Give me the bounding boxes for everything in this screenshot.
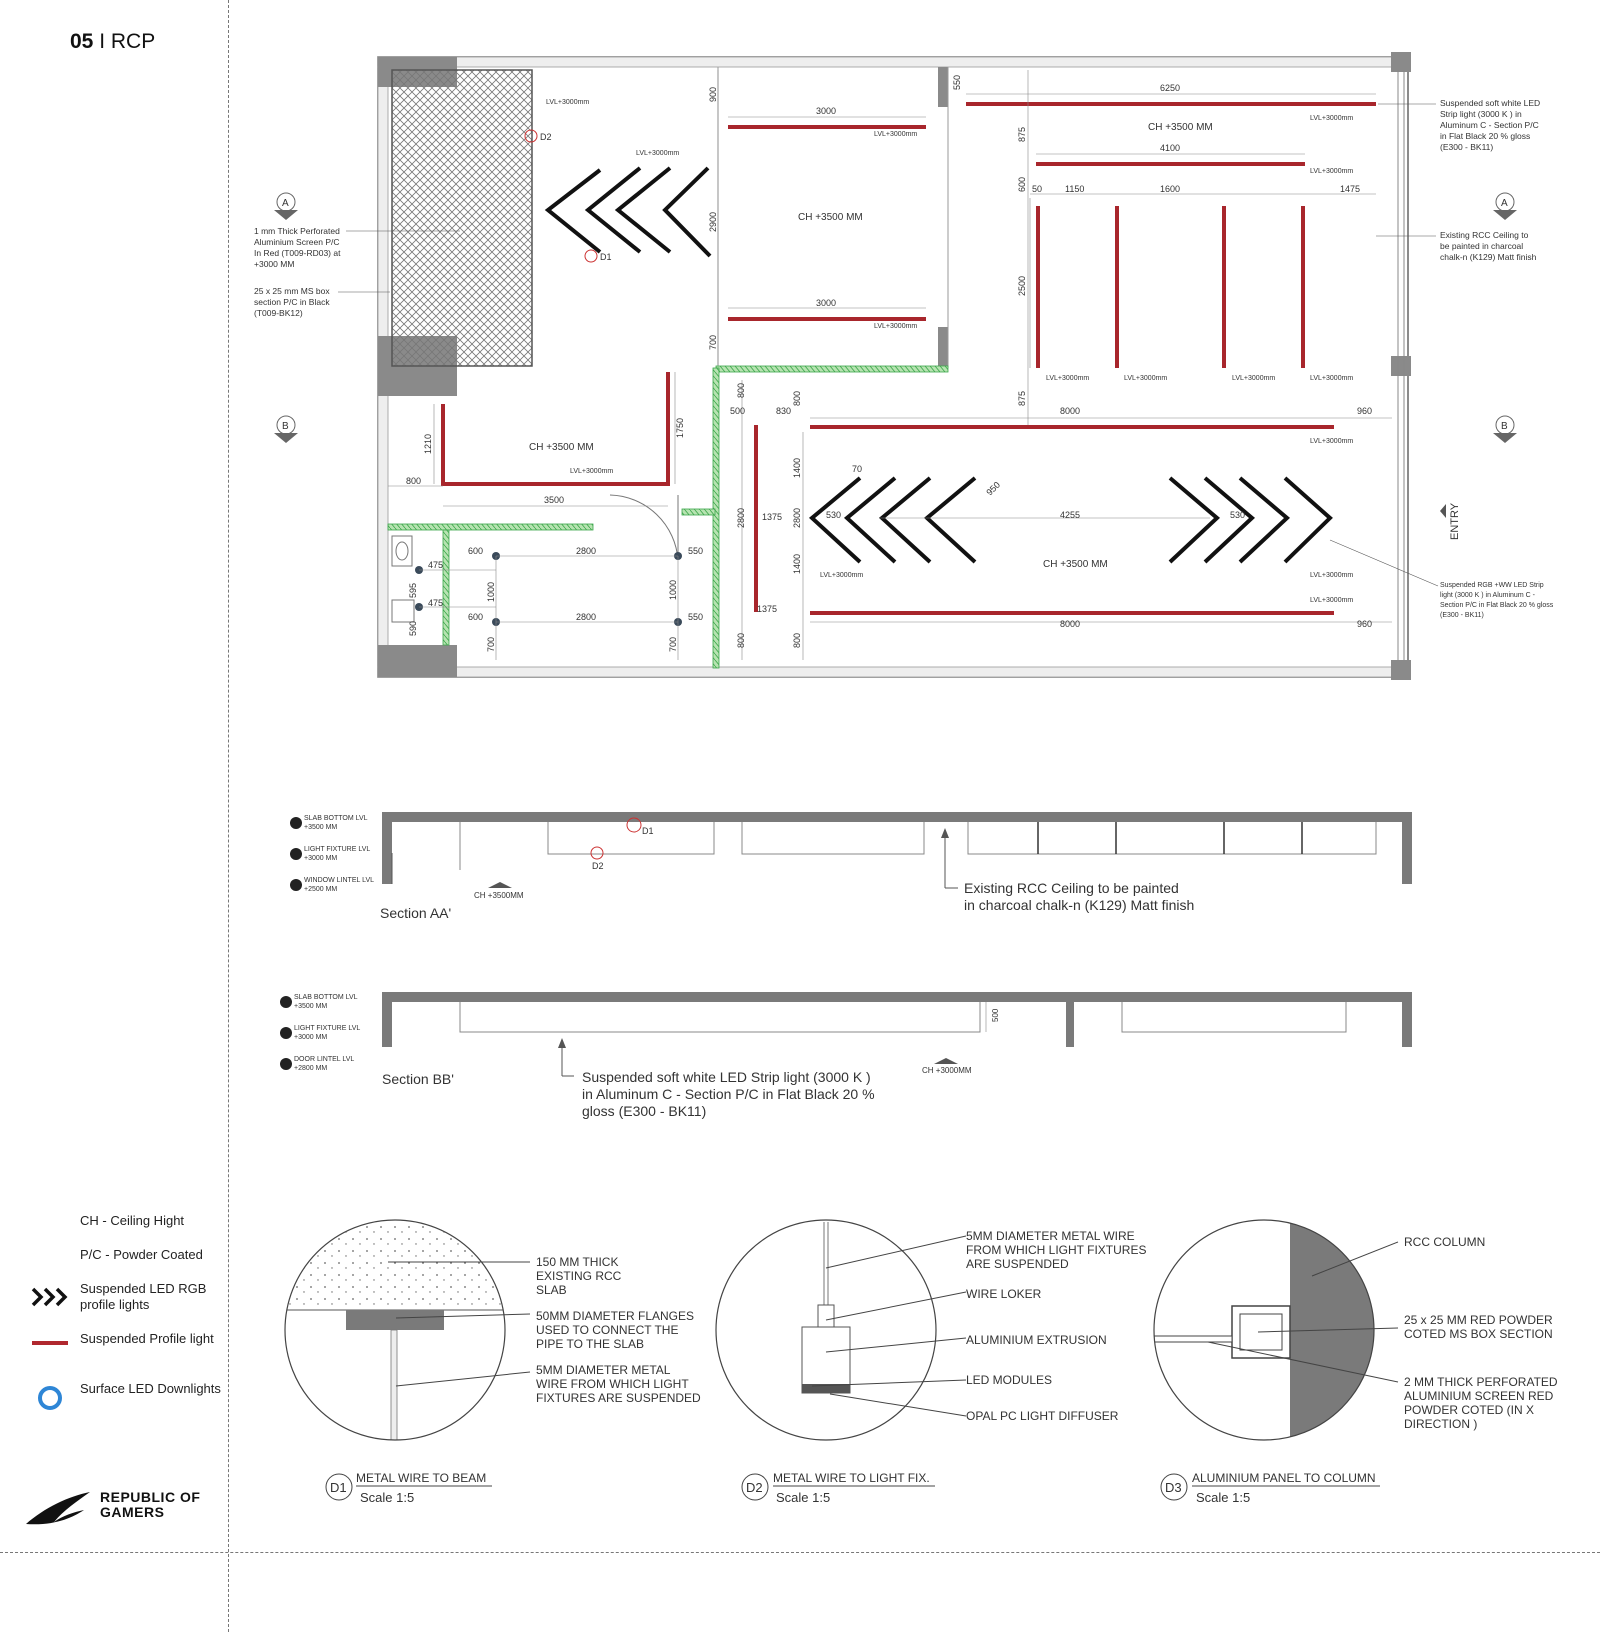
level-tag: LVL+3000mm xyxy=(1232,375,1276,382)
level-tag: LVL+3000mm xyxy=(874,323,918,330)
d2-callout-led: LED MODULES xyxy=(966,1373,1053,1387)
dim-text: 1375 xyxy=(757,604,778,614)
detail-d1 xyxy=(280,1215,701,1505)
rgb-chevron xyxy=(847,478,895,562)
rog-eye-icon xyxy=(24,1488,94,1528)
dim-text: 960 xyxy=(1357,406,1373,416)
detail-marker-label: D2 xyxy=(540,132,552,142)
d3-callout-screen: 2 MM THICK PERFORATED ALUMINIUM SCREEN RED POWDER COTED (IN X DIRECTION ) xyxy=(1404,1375,1558,1431)
level-markers-aa xyxy=(290,815,374,893)
level-tags xyxy=(546,99,1353,604)
brand-name xyxy=(100,1490,200,1520)
profile-light xyxy=(443,372,668,484)
dim-text: 2800 xyxy=(736,507,746,528)
d1-callout-slab: 150 MM THICK EXISTING RCC SLAB xyxy=(536,1255,622,1297)
svg-text:LIGHT FIXTURE LVL: LIGHT FIXTURE LVL xyxy=(304,846,371,853)
svg-text:+3000 MM: +3000 MM xyxy=(294,1034,328,1041)
dim-text: 2800 xyxy=(576,546,597,556)
dim-text: 2800 xyxy=(792,507,802,528)
dim-text: 950 xyxy=(984,479,1003,498)
dim-text: 1475 xyxy=(1340,184,1361,194)
detail-title: METAL WIRE TO LIGHT FIX. xyxy=(773,1471,930,1485)
dim-text: 6250 xyxy=(1160,83,1181,93)
dim-text: 600 xyxy=(1017,176,1027,192)
level-tag: LVL+3000mm xyxy=(1310,375,1354,382)
detail-scale: Scale 1:5 xyxy=(360,1490,415,1505)
dim-text: 875 xyxy=(1017,126,1027,142)
dim-text: 550 xyxy=(952,74,962,90)
dim-text: 700 xyxy=(668,636,678,652)
rgb-chevron xyxy=(588,168,640,252)
svg-text:+2800 MM: +2800 MM xyxy=(294,1065,328,1072)
column-bottom-right xyxy=(1391,660,1411,680)
detail-id: D3 xyxy=(1165,1480,1182,1495)
rgb-chevron xyxy=(1285,478,1330,562)
dim-text: 1000 xyxy=(486,581,496,602)
green-screen-top xyxy=(716,366,948,372)
legend-label: P/C - Powder Coated xyxy=(80,1247,203,1262)
dim-text: 800 xyxy=(406,476,422,486)
dim-text: 960 xyxy=(1357,619,1373,629)
detail-d3 xyxy=(1150,1215,1558,1505)
entry-label: ENTRY xyxy=(1449,502,1461,540)
section-wires xyxy=(1038,822,1302,854)
rgb-chevron xyxy=(1170,478,1217,562)
dim-text: 550 xyxy=(688,612,704,622)
dimension-values xyxy=(406,75,1372,652)
level-tag: LVL+3000mm xyxy=(546,99,590,106)
level-tag: LVL+3000mm xyxy=(1310,597,1354,604)
rgb-chevron xyxy=(812,478,860,562)
page-title-text: RCP xyxy=(110,30,156,53)
ch-label: CH +3500MM xyxy=(474,891,524,900)
detail-id: D1 xyxy=(330,1480,347,1495)
dim-text: 50 xyxy=(1032,184,1043,194)
dim-text: 875 xyxy=(1017,390,1027,406)
dim-text: 595 xyxy=(408,582,418,598)
level-tag: LVL+3000mm xyxy=(636,150,680,157)
detail-scale: Scale 1:5 xyxy=(1196,1490,1251,1505)
right-annotations xyxy=(1330,98,1555,619)
dim-text: 8000 xyxy=(1060,406,1081,416)
dim-text: 70 xyxy=(852,464,863,474)
legend-label: Surface LED Downlights xyxy=(80,1381,221,1396)
legend-label: CH - Ceiling Hight xyxy=(80,1213,185,1228)
annotation-rcc-ceiling: Existing RCC Ceiling to be painted in charcoal chalk-n (K129) Matt finish xyxy=(1440,230,1537,262)
slab xyxy=(382,812,1410,822)
section-aa-title: Section AA' xyxy=(380,905,452,921)
level-tag: LVL+3000mm xyxy=(1046,375,1090,382)
dim-text: 1750 xyxy=(675,417,685,438)
brand-logo xyxy=(24,1488,224,1528)
profile-line-icon xyxy=(30,1333,70,1357)
green-screen-washroom xyxy=(388,524,593,530)
brand-line-1: REPUBLIC OF xyxy=(100,1489,201,1505)
svg-text:+3500 MM: +3500 MM xyxy=(294,1003,328,1010)
section-bb xyxy=(280,992,1412,1119)
ceiling-label: CH +3500 MM xyxy=(1148,122,1213,133)
svg-text:+3500 MM: +3500 MM xyxy=(304,824,338,831)
rgb-chevron xyxy=(927,478,975,562)
dimension-lines xyxy=(388,70,1392,660)
level-tag: LVL+3000mm xyxy=(1310,115,1354,122)
annotation-soft-white: Suspended soft white LED Strip light (3000 K ) in Aluminum C - Section P/C in Flat Black 20 % gloss (E300 - BK11) xyxy=(1440,98,1541,152)
dim-text: 500 xyxy=(991,1008,1000,1022)
rgb-chevron xyxy=(882,478,930,562)
level-tag: LVL+3000mm xyxy=(1124,375,1168,382)
dim-text: 800 xyxy=(792,632,802,648)
svg-text:SLAB BOTTOM LVL: SLAB BOTTOM LVL xyxy=(304,815,368,822)
dim-text: 3000 xyxy=(816,298,837,308)
detail-marker-label: D1 xyxy=(600,252,612,262)
dim-text: 1400 xyxy=(792,457,802,478)
svg-text:DOOR LINTEL LVL: DOOR LINTEL LVL xyxy=(294,1056,355,1063)
d1-callout-flange: 50MM DIAMETER FLANGES USED TO CONNECT THE PIPE TO THE SLAB xyxy=(536,1309,695,1351)
dim-text: 800 xyxy=(736,632,746,648)
ceiling-label: CH +3500 MM xyxy=(1043,559,1108,570)
ceiling-labels xyxy=(529,122,1213,570)
downlights xyxy=(415,552,682,626)
legend-label: Suspended Profile light xyxy=(80,1331,214,1346)
dim-text: 600 xyxy=(468,546,484,556)
d2-callout-wire: 5MM DIAMETER METAL WIRE FROM WHICH LIGHT FIXTURES ARE SUSPENDED xyxy=(966,1229,1147,1271)
screen xyxy=(1150,1336,1232,1342)
dim-text: 700 xyxy=(486,636,496,652)
bottom-wall xyxy=(378,667,1408,677)
level-tag: LVL+3000mm xyxy=(820,572,864,579)
dim-text: 800 xyxy=(736,382,746,398)
detail-id: D2 xyxy=(746,1480,763,1495)
flange xyxy=(346,1310,444,1330)
annotation-ms-box: 25 x 25 mm MS box section P/C in Black (T009-BK12) xyxy=(254,286,330,318)
column-bottom-left xyxy=(378,645,457,677)
page-number: 05 xyxy=(70,30,94,53)
detail-title: METAL WIRE TO BEAM xyxy=(356,1471,487,1485)
dim-text: 475 xyxy=(428,598,444,608)
detail-marker-label: D1 xyxy=(642,826,654,836)
rgb-chevron xyxy=(665,168,710,256)
dim-text: 1210 xyxy=(423,433,433,454)
top-wall xyxy=(378,57,1408,67)
level-tag: LVL+3000mm xyxy=(1310,438,1354,445)
dim-text: 4100 xyxy=(1160,143,1181,153)
dim-text: 550 xyxy=(688,546,704,556)
dim-text: 530 xyxy=(1230,510,1246,520)
svg-text:+2500 MM: +2500 MM xyxy=(304,886,338,893)
dim-text: 800 xyxy=(792,390,802,406)
dim-text: 600 xyxy=(468,612,484,622)
level-tag: LVL+3000mm xyxy=(1310,168,1354,175)
dim-text: 700 xyxy=(708,334,718,350)
annotation-screen: 1 mm Thick Perforated Aluminium Screen P/C In Red (T009-RD03) at +3000 MM xyxy=(254,226,341,269)
svg-text:WINDOW LINTEL LVL: WINDOW LINTEL LVL xyxy=(304,877,375,884)
d3-callout-box: 25 x 25 MM RED POWDER COTED MS BOX SECTION xyxy=(1404,1313,1553,1341)
section-marker-label: B xyxy=(282,421,289,432)
svg-text:+3000 MM: +3000 MM xyxy=(304,855,338,862)
dim-text: 530 xyxy=(826,510,842,520)
dim-text: 590 xyxy=(408,620,418,636)
dim-text: 3500 xyxy=(544,495,565,505)
section-marker-label: B xyxy=(1501,421,1508,432)
brand-line-2: GAMERS xyxy=(100,1504,165,1520)
svg-text:LIGHT FIXTURE LVL: LIGHT FIXTURE LVL xyxy=(294,1025,361,1032)
d2-callout-diffuser: OPAL PC LIGHT DIFFUSER xyxy=(966,1409,1119,1423)
dim-text: 500 xyxy=(730,406,746,416)
dim-text: 2900 xyxy=(708,211,718,232)
section-marker-label: A xyxy=(1501,198,1508,209)
detail-title: ALUMINIUM PANEL TO COLUMN xyxy=(1192,1471,1376,1485)
dim-text: 1400 xyxy=(792,553,802,574)
d3-callout-column: RCC COLUMN xyxy=(1404,1235,1486,1249)
section-aa xyxy=(290,812,1412,921)
section-fixtures xyxy=(548,822,1376,854)
downlight-icon xyxy=(30,1383,70,1413)
dim-text: 2500 xyxy=(1017,275,1027,296)
ch-label: CH +3000MM xyxy=(922,1066,972,1075)
section-aa-note: Existing RCC Ceiling to be painted in charcoal chalk-n (K129) Matt finish xyxy=(964,880,1195,913)
legend-label: Suspended LED RGB profile lights xyxy=(80,1281,207,1312)
ceiling-label: CH +3500 MM xyxy=(798,212,863,223)
level-markers-bb xyxy=(280,994,360,1072)
dim-text: 1600 xyxy=(1160,184,1181,194)
green-screen-vertical xyxy=(713,368,719,668)
dim-text: 1375 xyxy=(762,512,783,522)
dim-text: 1150 xyxy=(1065,184,1085,194)
section-marker-label: A xyxy=(282,198,289,209)
profile-lights xyxy=(443,104,1376,613)
level-tag: LVL+3000mm xyxy=(570,468,614,475)
dim-text: 2800 xyxy=(576,612,597,622)
dim-text: 900 xyxy=(708,86,718,102)
ceiling-label: CH +3500 MM xyxy=(529,442,594,453)
section-fixtures xyxy=(460,1002,1346,1032)
dim-text: 3000 xyxy=(816,106,837,116)
door-swing xyxy=(610,495,678,560)
d1-callout-wire: 5MM DIAMETER METAL WIRE FROM WHICH LIGHT FIXTURES ARE SUSPENDED xyxy=(536,1363,701,1405)
chevron-icon xyxy=(30,1285,70,1309)
dim-text: 8000 xyxy=(1060,619,1081,629)
perforated-screen xyxy=(392,70,532,366)
annotation-rgb-strip: Suspended RGB +WW LED Strip light (3000 K ) in Aluminum C - Section P/C in Flat Black 20 % gloss (E300 - BK11) xyxy=(1440,582,1554,619)
d2-callout-extrusion: ALUMINIUM EXTRUSION xyxy=(966,1333,1107,1347)
section-bb-note: Suspended soft white LED Strip light (3000 K ) in Aluminum C - Section P/C in Flat Black 20 % gloss (E300 - BK11) xyxy=(582,1069,875,1119)
svg-text:SLAB BOTTOM LVL: SLAB BOTTOM LVL xyxy=(294,994,358,1001)
extrusion xyxy=(802,1327,850,1393)
detail-scale: Scale 1:5 xyxy=(776,1490,831,1505)
floor-plan xyxy=(254,52,1555,680)
title-separator: I xyxy=(93,30,111,53)
level-tag: LVL+3000mm xyxy=(874,131,918,138)
level-tag: LVL+3000mm xyxy=(1310,572,1354,579)
slab xyxy=(382,992,1410,1002)
dim-text: 475 xyxy=(428,560,444,570)
dim-text: 4255 xyxy=(1060,510,1081,520)
dim-text: 830 xyxy=(776,406,792,416)
section-bb-title: Section BB' xyxy=(382,1071,454,1087)
column-mid-right xyxy=(1391,356,1411,376)
detail-d2 xyxy=(716,1220,1146,1505)
column-top-right xyxy=(1391,52,1411,72)
detail-marker-label: D2 xyxy=(592,861,604,871)
dim-text: 1000 xyxy=(668,579,678,600)
d2-callout-loker: WIRE LOKER xyxy=(966,1287,1042,1301)
